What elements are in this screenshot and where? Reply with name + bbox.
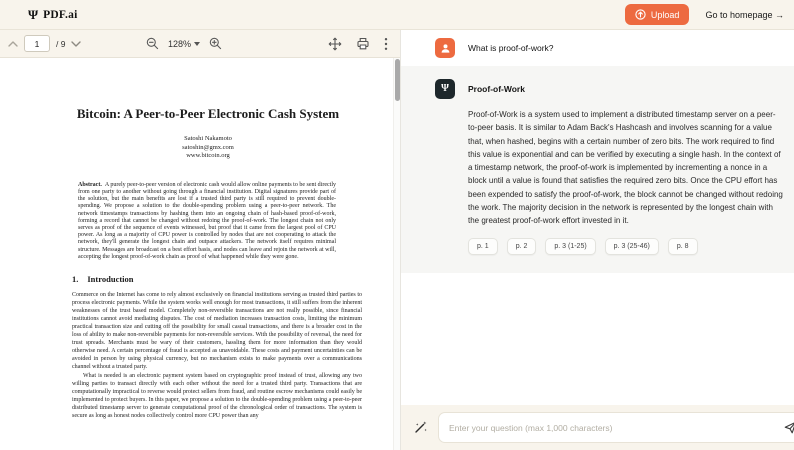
pdf-scrollbar-thumb[interactable] (395, 59, 400, 101)
pdf-author-website: www.bitcoin.org (186, 152, 230, 160)
print-button[interactable] (356, 37, 370, 50)
pdf-section-heading (72, 274, 386, 284)
user-person-icon (440, 43, 451, 54)
user-question-text: What is proof-of-work? (468, 43, 554, 53)
pdf-paragraph-1: Commerce on the Internet has come to rely almost exclusively on financial institutions serving as trusted third parties to process electronic payments. While the system works well enough for most transactions, it still suffers from the inherent weaknesses of the trust based model. Completely non-reversible transactions are not really possible, since financial institutions cannot avoid mediating disputes. The cost of mediation increases transaction costs, limiting the minimum practical transaction size and cutting off the possibility for small casual transactions, and there is a broader cost in the loss of ability to make non-reversible payments for non-reversible services. With the possibility of reversal, the need for trust spreads. Merchants must be wary of their customers, hassling them for more information than they would otherwise need. A certain percentage of fraud is accepted as unavoidable. These costs and payment uncertainties can be avoided in person by using physical currency, but no mechanism exists to make payments over a communications channel without a trusted party. (72, 292, 362, 371)
send-button[interactable] (784, 421, 794, 434)
assistant-answer-message (401, 66, 794, 273)
answer-body-text: Proof-of-Work is a system used to implement a distributed timestamp server on a peer-to-peer basis. It is similar to Adam Back's Hashcash and involves scanning for a value that, when hashed, begins with a certain number of zero bits. The work required to find this value is exponential and can be verified by executing a single hash. In the context of a timestamp network, the proof-of-work is implemented by incrementing a nonce in a block until a value is found that satisfies the required zero bits. Once the CPU effort has been expended to satisfy the proof-of-work, the block cannot be changed without redoing the work. The majority decision in the network is represented by the longest chain with the greatest proof-of-work effort invested in it. (468, 110, 783, 226)
main-split (0, 30, 794, 450)
page-ref-chip[interactable]: p. 2 (507, 238, 537, 255)
zoom-out-button[interactable] (146, 37, 159, 50)
question-input[interactable] (449, 423, 776, 433)
page-reference-chips (468, 238, 783, 255)
pdf-abstract-body: A purely peer-to-peer version of electronic cash would allow online payments to be sent directly from one party to another without going through a financial institution. Digital signatures provide part of the solution, but the main benefits are lost if a trusted third party is still required to prevent double-spending. We propose a solution to the double-spending problem using a peer-to-peer network. The network timestamps transactions by hashing them into an ongoing chain of hash-based proof-of-work, forming a record that cannot be changed without redoing the proof-of-work. The longest chain not only serves as proof of the sequence of events witnessed, but proof that it came from the largest pool of CPU power. As long as a majority of CPU power is controlled by nodes that are not cooperating to attack the network, they'll generate the longest chain and outpace attackers. The network itself requires minimal structure. Messages are broadcast on a best effort basis, and nodes can leave and rejoin the network at will, accepting the longest proof-of-work chain as proof of what happened while they were gone. (78, 181, 337, 260)
zoom-in-icon (209, 37, 222, 50)
upload-button[interactable] (625, 4, 690, 25)
pdf-abstract-label: Abstract. (78, 181, 102, 188)
upload-icon (635, 9, 646, 20)
pdf-section-title: Introduction (87, 274, 134, 285)
pdfai-logo-icon: Ψ (28, 7, 39, 22)
move-pan-icon (328, 37, 342, 51)
pdf-abstract (78, 182, 336, 261)
page-ref-chip[interactable]: p. 3 (1-25) (545, 238, 595, 255)
upload-button-label: Upload (650, 9, 680, 20)
pdf-scrollbar[interactable] (393, 58, 400, 450)
zoom-out-icon (146, 37, 159, 50)
pan-tool-button[interactable] (328, 37, 342, 51)
chevron-up-icon (8, 41, 18, 47)
page-ref-chip[interactable]: p. 8 (668, 238, 698, 255)
user-avatar (435, 38, 455, 58)
pdf-canvas-area[interactable] (0, 58, 400, 450)
chat-input-bar (401, 405, 794, 450)
zoom-controls (146, 37, 222, 50)
chat-pane (400, 30, 794, 450)
pdf-author-block (30, 135, 386, 161)
pdfai-badge-icon: Ψ (441, 83, 449, 94)
pdf-paragraph-2: What is needed is an electronic payment system based on cryptographic proof instead of trust, allowing any two willing parties to transact directly with each other without the need for a trusted third party. Transactions that are computationally impractical to reverse would protect sellers from fraud, and routine escrow mechanisms could easily be implemented to protect buyers. In this paper, we propose a solution to the double-spending problem using a peer-to-peer distributed timestamp server to generate computational proof of the chronological order of transactions. The system is secure as long as honest nodes collectively control more CPU power than any (72, 373, 362, 420)
magic-wand-icon (413, 420, 428, 435)
previous-page-button[interactable] (8, 41, 18, 47)
answer-title: Proof-of-Work (468, 84, 525, 94)
kebab-menu-icon (384, 37, 388, 51)
page-ref-chip[interactable]: p. 3 (25-46) (605, 238, 659, 255)
page-ref-chip[interactable]: p. 1 (468, 238, 498, 255)
chat-message-list (401, 30, 794, 405)
pdfai-logo[interactable] (28, 8, 77, 21)
pdf-page (30, 58, 386, 420)
pdfai-logo-text: PDF.ai (43, 8, 78, 21)
pdf-author-email: satoshin@gmx.com (182, 143, 234, 151)
next-page-button[interactable] (71, 41, 81, 47)
pdf-viewer-pane (0, 30, 400, 450)
pdf-author-name: Satoshi Nakamoto (184, 135, 232, 142)
printer-icon (356, 37, 370, 50)
assistant-avatar (435, 79, 455, 99)
user-question-message (401, 30, 794, 66)
zoom-level-dropdown[interactable] (168, 39, 200, 49)
page-total-label: / 9 (56, 38, 66, 49)
page-navigation (8, 35, 81, 52)
pdf-document-title: Bitcoin: A Peer-to-Peer Electronic Cash System (76, 106, 340, 121)
send-paper-plane-icon (784, 421, 794, 434)
chevron-down-icon (71, 41, 81, 47)
question-input-container (438, 412, 794, 443)
page-number-input[interactable] (24, 35, 50, 52)
header-actions (625, 4, 784, 25)
top-header (0, 0, 794, 30)
zoom-in-button[interactable] (209, 37, 222, 50)
suggested-questions-button[interactable] (413, 420, 428, 435)
zoom-dropdown-caret-icon (194, 42, 200, 46)
more-options-button[interactable] (384, 37, 388, 51)
answer-header (435, 79, 783, 99)
zoom-level-value: 128% (168, 38, 192, 49)
pdf-toolbar (0, 30, 400, 58)
pdf-section-number: 1. (72, 274, 79, 285)
viewer-tools (328, 37, 388, 51)
go-to-homepage-link[interactable]: Go to homepage → (705, 9, 784, 20)
